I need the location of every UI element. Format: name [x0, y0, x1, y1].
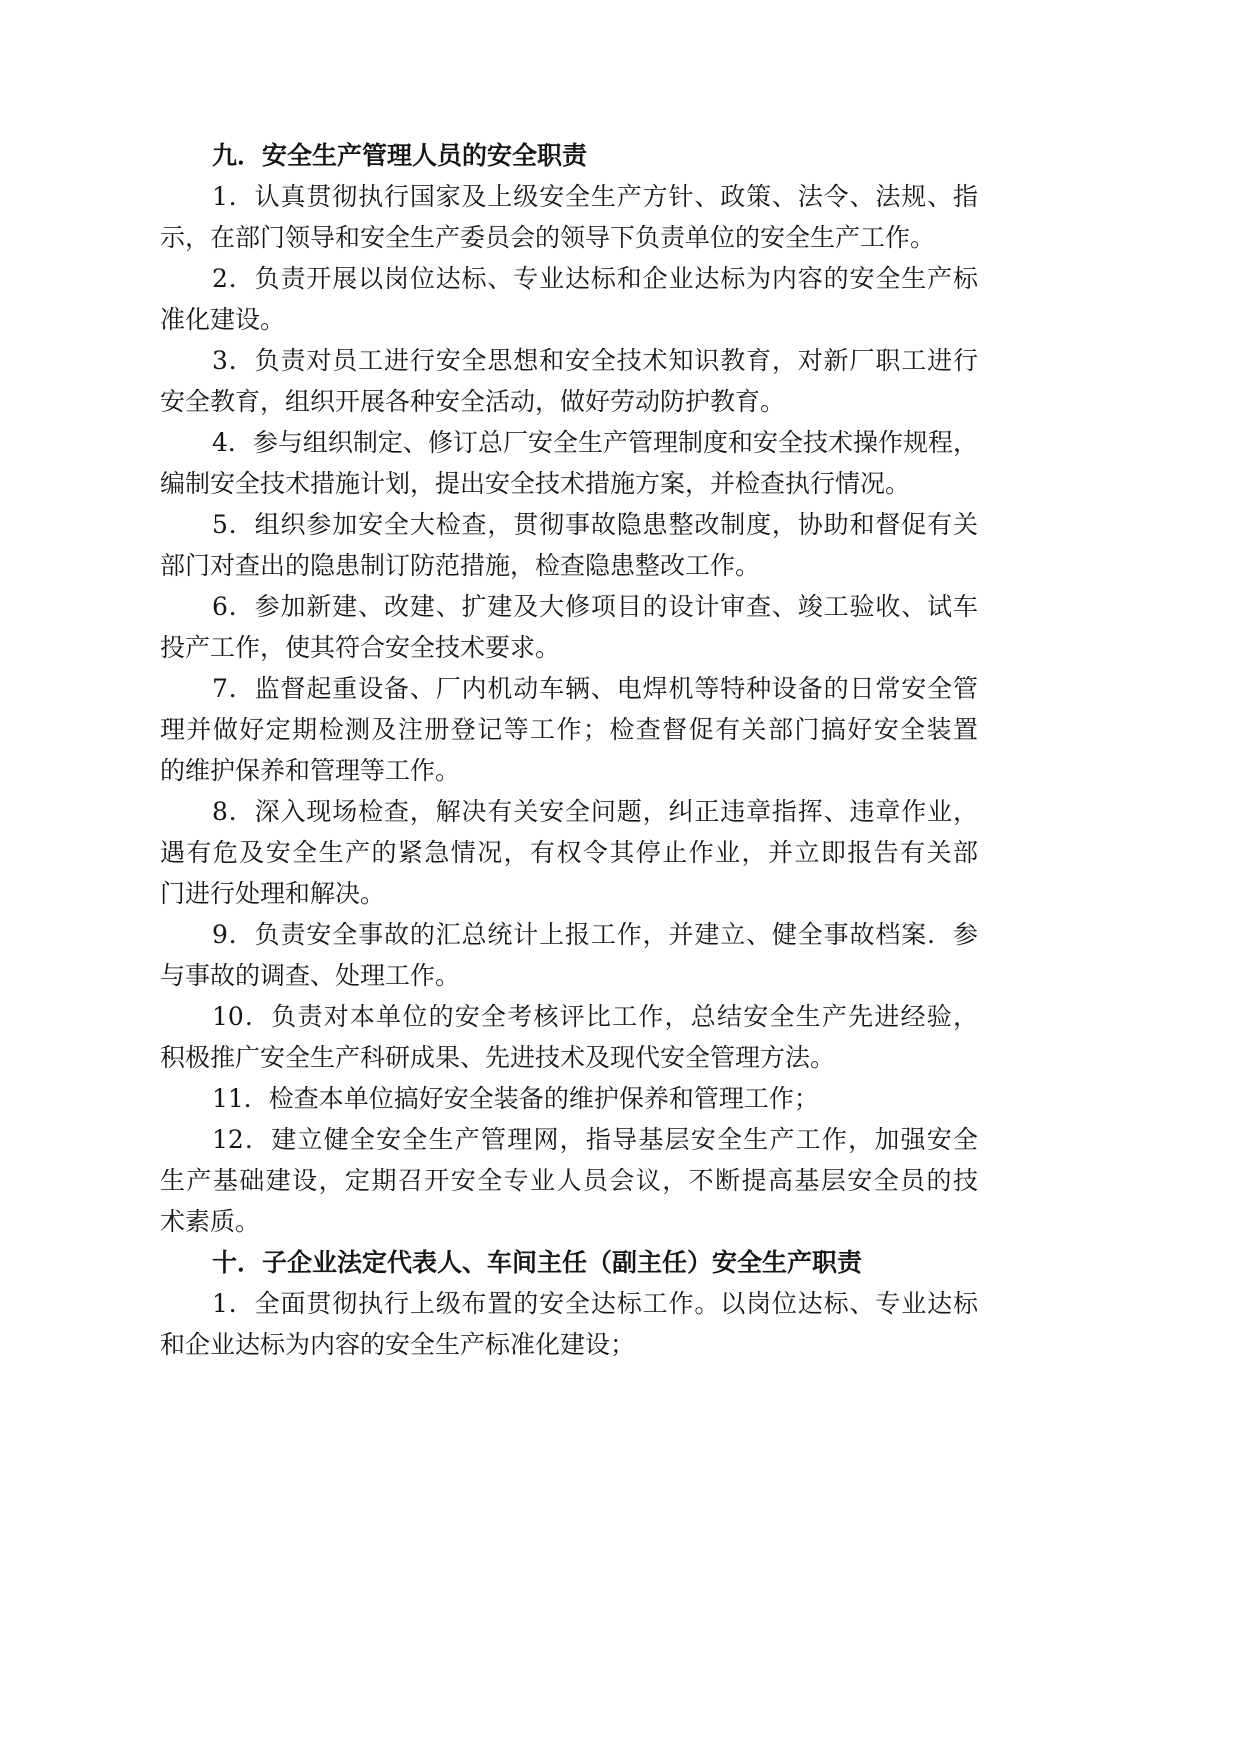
list-item — [160, 914, 978, 996]
paragraph-line: 7．监督起重设备、厂内机动车辆、电焊机等特种设备的日常安全管 — [212, 674, 978, 703]
paragraph-line: 准化建设。 — [160, 305, 286, 334]
list-item — [160, 1078, 978, 1119]
paragraph-line: 3．负责对员工进行安全思想和安全技术知识教育，对新厂职工进行 — [212, 346, 978, 375]
list-item — [160, 258, 978, 340]
list-item — [160, 668, 978, 791]
list-item — [160, 176, 978, 258]
list-item — [160, 586, 978, 668]
paragraph-line: 编制安全技术措施计划，提出安全技术措施方案，并检查执行情况。 — [160, 469, 911, 498]
list-item — [160, 340, 978, 422]
paragraph-line: 投产工作，使其符合安全技术要求。 — [160, 633, 561, 662]
list-item — [160, 1283, 978, 1365]
list-item — [160, 504, 978, 586]
paragraph-line: 10．负责对本单位的安全考核评比工作，总结安全生产先进经验， — [212, 1002, 978, 1031]
section-heading: 九．安全生产管理人员的安全职责 — [212, 141, 588, 170]
paragraph-line: 12．建立健全安全生产管理网，指导基层安全生产工作，加强安全 — [212, 1125, 978, 1154]
paragraph-line: 遇有危及安全生产的紧急情况，有权令其停止作业，并立即报告有关部 — [160, 838, 978, 867]
list-item — [160, 791, 978, 914]
paragraph-line: 5．组织参加安全大检查，贯彻事故隐患整改制度，协助和督促有关 — [212, 510, 978, 539]
paragraph-line: 术素质。 — [160, 1207, 261, 1236]
paragraph-line: 1．认真贯彻执行国家及上级安全生产方针、政策、法令、法规、指 — [212, 182, 978, 211]
paragraph-line: 积极推广安全生产科研成果、先进技术及现代安全管理方法。 — [160, 1043, 836, 1072]
list-item — [160, 1119, 978, 1242]
list-item — [160, 422, 978, 504]
paragraph-line: 安全教育，组织开展各种安全活动，做好劳动防护教育。 — [160, 387, 786, 416]
paragraph-line: 的维护保养和管理等工作。 — [160, 756, 461, 785]
paragraph-line: 1．全面贯彻执行上级布置的安全达标工作。以岗位达标、专业达标 — [212, 1289, 978, 1318]
paragraph-line: 9．负责安全事故的汇总统计上报工作，并建立、健全事故档案．参 — [212, 920, 978, 949]
paragraph-line: 4．参与组织制定、修订总厂安全生产管理制度和安全技术操作规程， — [212, 428, 978, 457]
paragraph-line: 生产基础建设，定期召开安全专业人员会议，不断提高基层安全员的技 — [160, 1166, 978, 1195]
list-item — [160, 996, 978, 1078]
paragraph-line: 6．参加新建、改建、扩建及大修项目的设计审查、竣工验收、试车 — [212, 592, 978, 621]
paragraph-line: 与事故的调查、处理工作。 — [160, 961, 461, 990]
paragraph-line: 部门对查出的隐患制订防范措施，检查隐患整改工作。 — [160, 551, 761, 580]
document-body — [160, 135, 978, 1365]
section-heading: 十．子企业法定代表人、车间主任（副主任）安全生产职责 — [212, 1248, 863, 1277]
paragraph-line: 8．深入现场检查，解决有关安全问题，纠正违章指挥、违章作业， — [212, 797, 978, 826]
paragraph-line: 和企业达标为内容的安全生产标准化建设； — [160, 1330, 636, 1359]
paragraph-line: 2．负责开展以岗位达标、专业达标和企业达标为内容的安全生产标 — [212, 264, 978, 293]
paragraph-line: 示，在部门领导和安全生产委员会的领导下负责单位的安全生产工作。 — [160, 223, 936, 252]
paragraph-line: 理并做好定期检测及注册登记等工作；检查督促有关部门搞好安全装置 — [160, 715, 978, 744]
paragraph-line: 11．检查本单位搞好安全装备的维护保养和管理工作； — [212, 1084, 819, 1113]
paragraph-line: 门进行处理和解决。 — [160, 879, 386, 908]
